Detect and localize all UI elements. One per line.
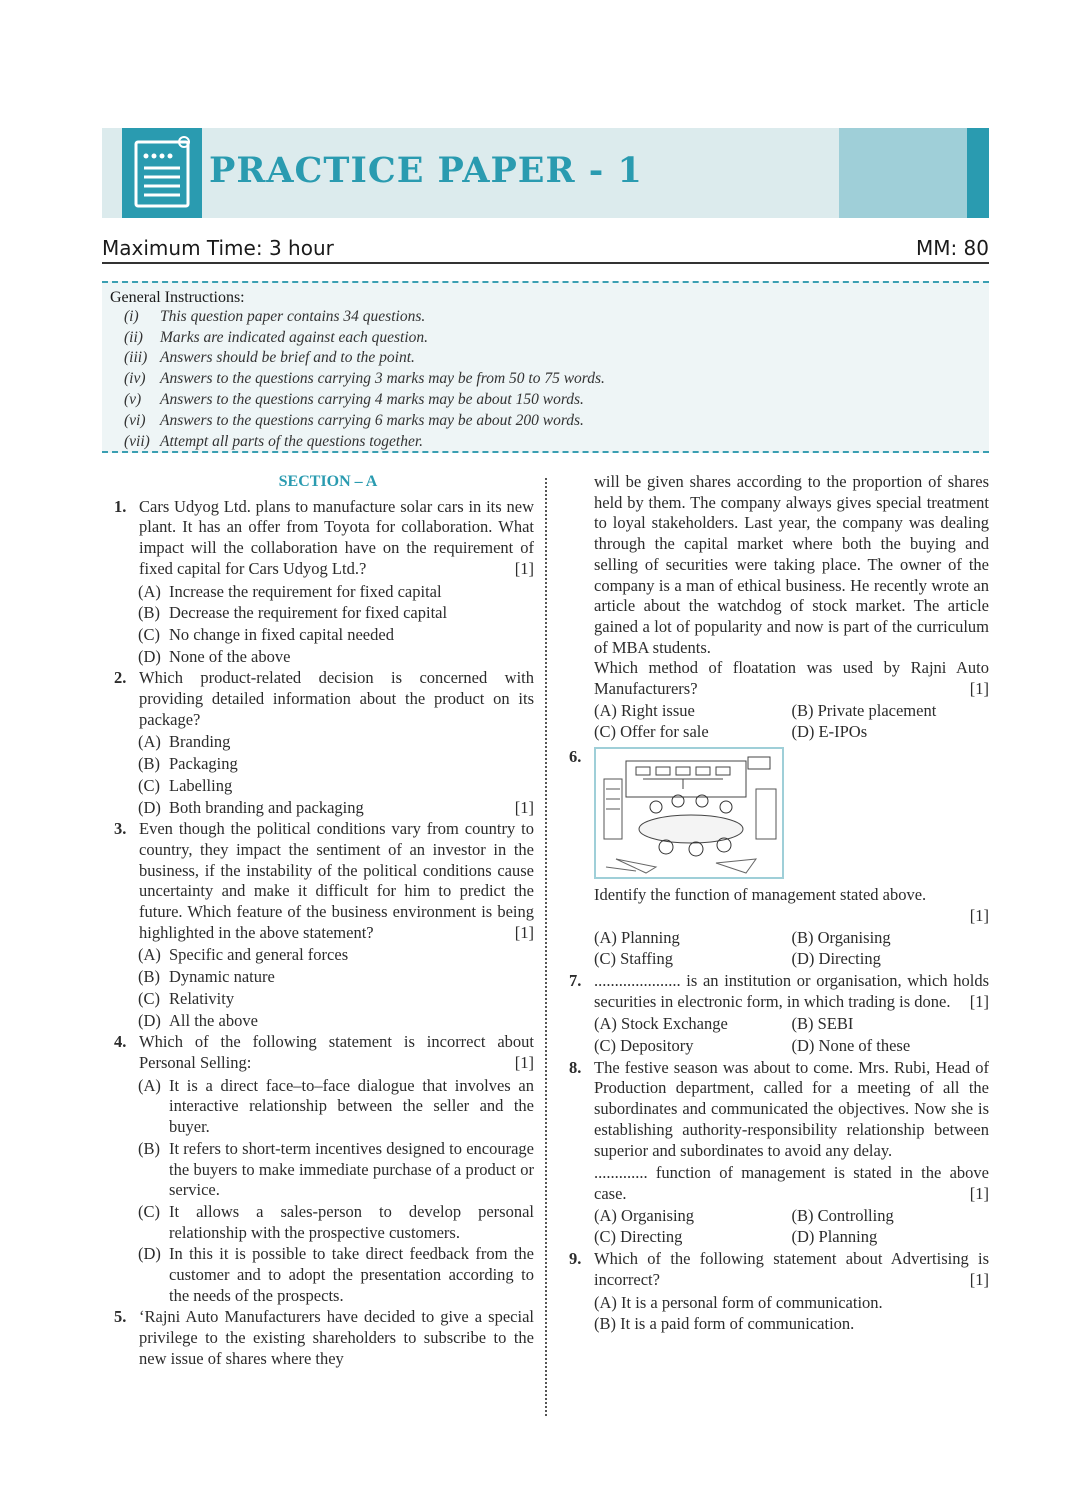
instruction-item: (v) Answers to the questions carrying 4 marks may be about 150 words. <box>124 391 584 408</box>
option-row <box>569 1314 989 1335</box>
marks-label: [1] <box>969 1269 989 1289</box>
option-row <box>569 1014 989 1035</box>
document-list-icon <box>122 128 202 218</box>
option: (B) Organising <box>791 927 891 947</box>
column-divider <box>545 478 547 1416</box>
question-7: 7. ..................... is an institution or organisation, which holds securities in electronic form, in which trading is done. [1] <box>569 970 989 1011</box>
option: (A) It is a direct face–to–face dialogue that involves an interactive relationship between the seller and the buyer. <box>138 1075 534 1137</box>
instructions-heading: General Instructions: <box>110 289 245 306</box>
option: (D) E-IPOs <box>791 722 868 742</box>
option: (C) Directing <box>594 1227 683 1247</box>
banner-strip <box>967 128 989 218</box>
option-row <box>569 928 989 949</box>
option: (D) Planning <box>791 1227 878 1247</box>
question-5-continued: will be given shares according to the proportion of shares held by them. The company always gives special treatment to loyal stakeholders. Last year, the company was dealing through the capital market where both the buying and selling of securities were taking place. The owner of the company is a man of ethical business. He recently wrote an article about the watchdog of stock market. The article gained a lot of popularity and now is part of the curriculum of MBA students. <box>594 472 989 657</box>
option: (C) Staffing <box>594 949 673 969</box>
page-title: PRACTICE PAPER - 1 <box>209 150 643 191</box>
option: (B) It refers to short-term incentives designed to encourage the buyers to make immediate purchase of a product or service. <box>138 1138 534 1200</box>
instruction-item: (iii) Answers should be brief and to the point. <box>124 349 415 366</box>
marks-label: [1] <box>514 1052 534 1072</box>
option-row <box>569 949 989 970</box>
marks-label: [1] <box>969 905 989 925</box>
option-row <box>569 1206 989 1227</box>
option: (D) Directing <box>791 949 881 969</box>
marks-label: [1] <box>514 558 534 578</box>
option: (B) It is a paid form of communication. <box>594 1314 855 1334</box>
option: (A) It is a personal form of communication. <box>594 1292 883 1312</box>
option: (D) None of the above <box>138 646 291 666</box>
option: (C) No change in fixed capital needed <box>138 624 394 644</box>
option: (D) Both branding and packaging [1] <box>138 797 534 817</box>
option: (C) Relativity <box>138 988 235 1008</box>
option: (B) SEBI <box>791 1014 854 1034</box>
marks-label: [1] <box>969 679 989 699</box>
question-6-prompt: Identify the function of management stated above. <box>594 885 927 905</box>
instruction-item: (iv) Answers to the questions carrying 3 marks may be from 50 to 75 words. <box>124 370 605 387</box>
option: (D) In this it is possible to take direct feedback from the customer and to adopt the presentation according to the needs of the prospects. <box>138 1244 534 1305</box>
right-column <box>569 472 989 1336</box>
question-6: 6. <box>569 747 989 879</box>
marks-label: [1] <box>969 1183 989 1203</box>
option: (A) Specific and general forces <box>138 945 349 965</box>
option: (D) None of these <box>791 1036 911 1056</box>
option: (B) Packaging <box>138 754 238 774</box>
question-8-prompt: ............. function of management is stated in the above case. [1] <box>594 1163 989 1203</box>
option: (C) Labelling <box>138 775 233 795</box>
office-meeting-cartoon-illustration <box>594 747 784 879</box>
option: (C) Offer for sale <box>594 722 709 742</box>
instruction-item: (vii) Attempt all parts of the questions together. <box>124 433 424 450</box>
question-2: 2. Which product-related decision is concerned with providing detailed information about the product on its package? <box>114 668 534 729</box>
option: (A) Stock Exchange <box>594 1014 728 1034</box>
option: (B) Dynamic nature <box>138 967 275 987</box>
option: (A) Right issue <box>594 700 695 720</box>
question-8: 8. The festive season was about to come. Mrs. Rubi, Head of Production department, called for a meeting of all the subordinates and communicated the objectives. Now she is establishing authority-responsibility relationship between superior and subordinates to avoid any delay. <box>569 1057 989 1160</box>
option: (A) Planning <box>594 927 680 947</box>
option: (B) Controlling <box>791 1205 894 1225</box>
general-instructions <box>102 281 989 453</box>
title-banner <box>102 128 989 218</box>
left-column <box>114 472 534 1372</box>
instruction-item: (i) This question paper contains 34 questions. <box>124 308 426 325</box>
option: (A) Organising <box>594 1205 695 1225</box>
max-time: Maximum Time: 3 hour <box>102 236 334 260</box>
question-5-prompt: Which method of floatation was used by Rajni Auto Manufacturers? [1] <box>594 658 989 699</box>
option-row <box>569 701 989 722</box>
question-5: 5. ‘Rajni Auto Manufacturers have decided to give a special privilege to the existing shareholders to subscribe to the new issue of shares where they <box>114 1307 534 1368</box>
option: (A) Increase the requirement for fixed capital <box>138 581 442 601</box>
question-3: 3. Even though the political conditions vary from country to country, they impact the sentiment of an investor in the business, if the instability of the political conditions cause uncertainty and make it difficult for him to predict the future. Which feature of the business environment is being highlighted in the above statement? [1] <box>114 819 534 942</box>
max-marks: MM: 80 <box>915 236 989 260</box>
question-9: 9. Which of the following statement about Advertising is incorrect? [1] <box>569 1249 989 1289</box>
exam-meta <box>102 234 989 264</box>
marks-label: [1] <box>969 991 989 1011</box>
option: (C) It allows a sales-person to develop personal relationship with the prospective customers. <box>138 1201 534 1242</box>
section-title: SECTION – A <box>278 473 378 490</box>
option-row <box>569 722 989 743</box>
option: (B) Decrease the requirement for fixed capital <box>138 603 448 623</box>
option: (C) Depository <box>594 1036 694 1056</box>
option-row <box>569 1293 989 1314</box>
option-row <box>569 1036 989 1057</box>
banner-accent <box>839 128 967 218</box>
option-row <box>569 1227 989 1248</box>
marks-label: [1] <box>514 922 534 942</box>
question-4: 4. Which of the following statement is incorrect about Personal Selling: [1] <box>114 1032 534 1072</box>
question-1: 1. Cars Udyog Ltd. plans to manufacture solar cars in its new plant. It has an offer from Toyota for collaboration. What impact will the collaboration have on the requirement of fixed capital for Cars Udyog Ltd.? [1] <box>114 496 534 578</box>
instruction-item: (vi) Answers to the questions carrying 6 marks may be about 200 words. <box>124 412 584 429</box>
option: (B) Private placement <box>791 700 937 720</box>
instruction-item: (ii) Marks are indicated against each question. <box>124 329 429 346</box>
marks-label: [1] <box>514 797 534 817</box>
option: (D) All the above <box>138 1010 258 1030</box>
option: (A) Branding <box>138 732 231 752</box>
